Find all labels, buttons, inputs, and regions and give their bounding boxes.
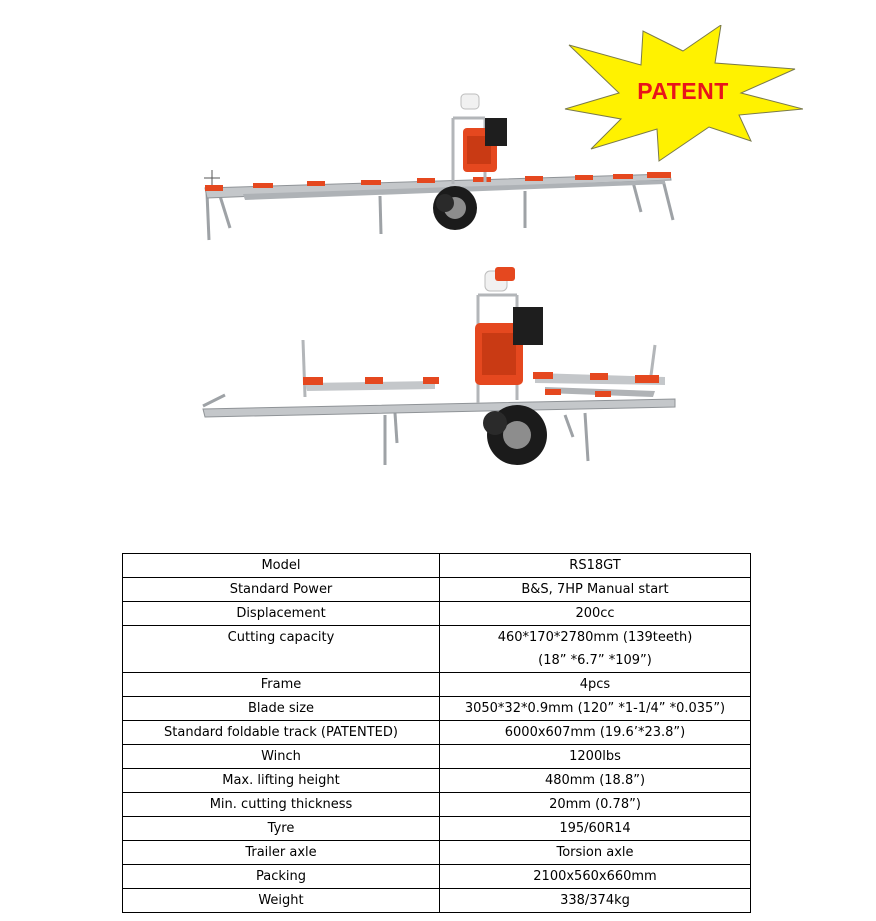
spec-label: Standard foldable track (PATENTED) [123,721,440,745]
spec-value: 1200lbs [440,745,751,769]
spec-value: 4pcs [440,673,751,697]
spec-label: Displacement [123,602,440,626]
table-row [123,817,751,841]
spec-value: B&S, 7HP Manual start [440,578,751,602]
spec-value: 20mm (0.78”) [440,793,751,817]
spec-label: Weight [123,889,440,913]
spec-label: Winch [123,745,440,769]
spec-label: Min. cutting thickness [123,793,440,817]
spec-label: Max. lifting height [123,769,440,793]
spec-label: Tyre [123,817,440,841]
table-row [123,841,751,865]
spec-value: 200cc [440,602,751,626]
spec-label: Cutting capacity [123,626,440,673]
spec-value: 6000x607mm (19.6’*23.8”) [440,721,751,745]
table-row [123,865,751,889]
table-row [123,793,751,817]
spec-value: 2100x560x660mm [440,865,751,889]
spec-value-multiline [440,626,751,673]
specification-table [122,553,751,913]
spec-value-line-2: (18” *6.7” *109”) [538,653,652,668]
spec-label: Model [123,554,440,578]
spec-label: Trailer axle [123,841,440,865]
sawmill-photo-folded [195,265,685,475]
spec-value: 3050*32*0.9mm (120” *1-1/4” *0.035”) [440,697,751,721]
table-row [123,602,751,626]
table-row [123,673,751,697]
spec-value: RS18GT [440,554,751,578]
spec-value: Torsion axle [440,841,751,865]
table-row [123,889,751,913]
spec-label: Frame [123,673,440,697]
spec-value: 338/374kg [440,889,751,913]
spec-label: Standard Power [123,578,440,602]
table-row [123,745,751,769]
table-row [123,721,751,745]
patent-badge [563,25,803,165]
spec-value: 195/60R14 [440,817,751,841]
patent-label: PATENT [637,78,729,104]
table-row [123,697,751,721]
spec-label: Blade size [123,697,440,721]
spec-value-line-1: 460*170*2780mm (139teeth) [497,630,693,645]
table-row [123,626,751,673]
table-row [123,578,751,602]
spec-value: 480mm (18.8”) [440,769,751,793]
spec-label: Packing [123,865,440,889]
table-row [123,769,751,793]
cursor-crosshair-icon [204,170,220,186]
table-row [123,554,751,578]
